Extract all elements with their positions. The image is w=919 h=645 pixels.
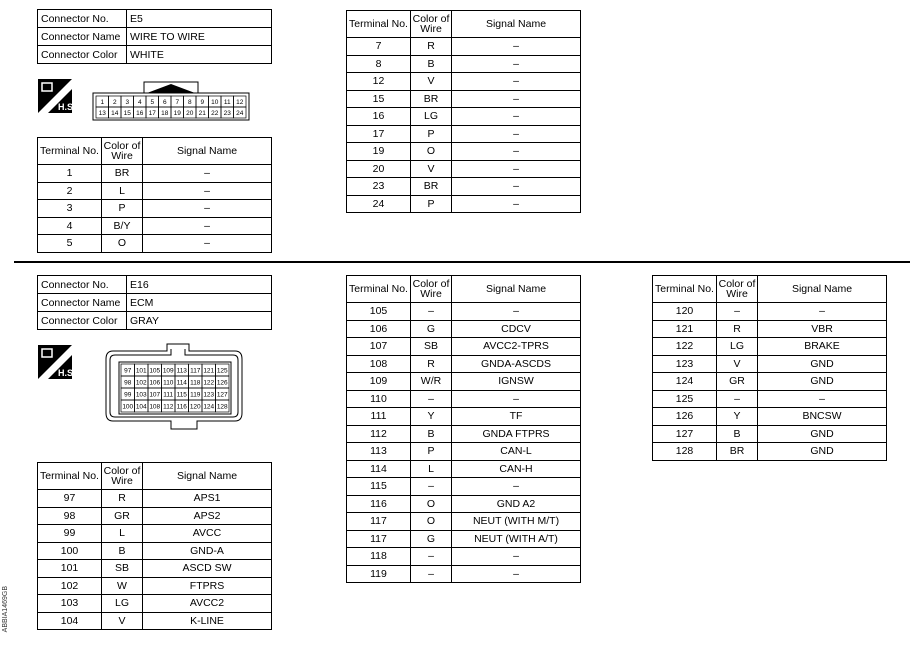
table-row [347,443,581,461]
pin-number: 10 [211,98,219,106]
signal-name-cell: – [452,178,581,196]
pin-number: 24 [236,109,244,117]
terminal-cell: 119 [347,565,411,583]
pin-number: 23 [223,109,231,117]
wire-color-cell: – [411,478,452,496]
wire-color-cell: W/R [411,373,452,391]
wire-color-cell: V [102,612,143,630]
terminal-cell: 117 [347,530,411,548]
pin-number: 15 [123,109,131,117]
pin-number: 105 [149,367,161,375]
table-row [347,390,581,408]
e5-terminal-table-2 [346,10,581,213]
terminal-cell: 109 [347,373,411,391]
table-row [347,373,581,391]
e5-connector-info [37,9,272,64]
signal-name-cell: GND [758,443,887,461]
terminal-cell: 20 [347,160,411,178]
table-row [347,425,581,443]
table-row [347,530,581,548]
pin-number: 120 [189,403,201,411]
terminal-cell: 99 [38,525,102,543]
table-row [347,478,581,496]
table-row [653,303,887,321]
wire-color-cell: L [102,182,143,200]
table-row [347,55,581,73]
pin-number: 19 [173,109,181,117]
wire-color-cell: R [102,490,143,508]
harness-side-icon [38,345,76,379]
pin-number: 119 [190,391,201,399]
terminal-cell: 101 [38,560,102,578]
terminal-cell: 111 [347,408,411,426]
pin-number: 109 [162,367,174,375]
terminal-cell: 107 [347,338,411,356]
table-row [38,490,272,508]
signal-name-cell: – [758,303,887,321]
terminal-cell: 123 [653,355,717,373]
signal-name-cell: GND [758,373,887,391]
table-row [38,612,272,630]
pin-number: 116 [176,403,187,411]
terminal-cell: 2 [38,182,102,200]
signal-name-cell: – [452,73,581,91]
table-row [38,507,272,525]
pin-number: 17 [148,109,156,117]
field-label: Connector Color [38,46,127,64]
wire-color-cell: V [717,355,758,373]
signal-name-cell: NEUT (WITH M/T) [452,513,581,531]
table-row [38,46,272,64]
pin-number: 3 [125,98,130,106]
table-row [38,312,272,330]
field-value: E16 [127,276,272,294]
pin-number: 103 [135,391,147,399]
pin-number: 126 [216,379,228,387]
pin-number: 124 [203,403,215,411]
pin-number: 21 [198,109,206,117]
terminal-cell: 16 [347,108,411,126]
table-row [653,373,887,391]
wire-color-cell: P [411,125,452,143]
table-row [653,338,887,356]
terminal-cell: 105 [347,303,411,321]
signal-name-cell: ASCD SW [143,560,272,578]
signal-name-cell: – [452,143,581,161]
pin-number: 117 [190,367,201,375]
wire-color-cell: B [411,425,452,443]
terminal-cell: 8 [347,55,411,73]
table-row [38,542,272,560]
pin-number: 9 [200,98,205,106]
pin-number: 102 [135,379,147,387]
field-value: E5 [127,10,272,28]
signal-header: Signal Name [758,276,887,303]
e5-terminal-table-1 [37,137,272,253]
terminal-cell: 120 [653,303,717,321]
wire-color-cell: L [411,460,452,478]
harness-side-icon [38,79,76,113]
wire-color-cell: P [411,195,452,213]
terminal-cell: 121 [653,320,717,338]
wire-color-cell: L [102,525,143,543]
signal-name-cell: – [452,125,581,143]
terminal-cell: 103 [38,595,102,613]
table-row [347,195,581,213]
terminal-cell: 108 [347,355,411,373]
terminal-cell: 117 [347,513,411,531]
pin-number: 112 [163,403,174,411]
signal-name-cell: GND [758,355,887,373]
pin-number: 18 [161,109,169,117]
signal-header: Signal Name [143,463,272,490]
e16-terminal-table-3 [652,275,887,461]
table-row [38,217,272,235]
terminal-cell: 125 [653,390,717,408]
pin-number: 121 [203,367,215,375]
pin-number: 113 [176,367,187,375]
signal-name-cell: GND-A [143,542,272,560]
field-label: Connector Name [38,28,127,46]
color-header: Color of Wire [717,276,758,303]
table-row [347,160,581,178]
wire-color-cell: B [717,425,758,443]
table-row [347,565,581,583]
pin-number: 100 [122,403,134,411]
wire-color-cell: – [717,390,758,408]
table-row [38,10,272,28]
wire-color-cell: BR [717,443,758,461]
wire-color-cell: P [411,443,452,461]
terminal-cell: 5 [38,235,102,253]
table-row [653,320,887,338]
signal-name-cell: NEUT (WITH A/T) [452,530,581,548]
signal-name-cell: – [452,160,581,178]
table-row [38,165,272,183]
terminal-cell: 122 [653,338,717,356]
signal-name-cell: – [143,200,272,218]
wire-color-cell: B/Y [102,217,143,235]
field-label: Connector Color [38,312,127,330]
terminal-cell: 104 [38,612,102,630]
table-row [38,560,272,578]
color-header: Color of Wire [411,11,452,38]
signal-header: Signal Name [452,276,581,303]
table-row [347,495,581,513]
pin-number: 128 [216,403,228,411]
wire-color-cell: B [102,542,143,560]
wire-color-cell: R [411,355,452,373]
signal-name-cell: – [143,235,272,253]
wire-color-cell: V [411,160,452,178]
signal-name-cell: TF [452,408,581,426]
pin-number: 8 [187,98,192,106]
table-row [38,294,272,312]
wire-color-cell: LG [411,108,452,126]
terminal-header: Terminal No. [38,138,102,165]
pin-number: 104 [135,403,147,411]
field-value: GRAY [127,312,272,330]
pin-number: 115 [176,391,187,399]
wire-color-cell: – [411,548,452,566]
pin-number: 111 [163,391,174,399]
terminal-cell: 115 [347,478,411,496]
wire-color-cell: SB [102,560,143,578]
terminal-cell: 102 [38,577,102,595]
signal-name-cell: GNDA-ASCDS [452,355,581,373]
signal-name-cell: – [452,565,581,583]
wire-color-cell: V [411,73,452,91]
signal-name-cell: – [452,195,581,213]
svg-text:H.S.: H.S. [58,368,76,378]
pin-number: 4 [137,98,142,106]
field-label: Connector No. [38,276,127,294]
wire-color-cell: O [411,513,452,531]
terminal-header: Terminal No. [38,463,102,490]
table-row [347,125,581,143]
terminal-header: Terminal No. [347,11,411,38]
table-row [38,525,272,543]
signal-name-cell: GNDA FTPRS [452,425,581,443]
terminal-cell: 23 [347,178,411,196]
table-row [38,182,272,200]
terminal-cell: 127 [653,425,717,443]
pin-number: 122 [203,379,215,387]
wire-color-cell: GR [102,507,143,525]
pin-number: 12 [236,98,244,106]
wire-color-cell: BR [411,90,452,108]
signal-name-cell: – [452,90,581,108]
signal-name-cell: – [452,55,581,73]
wire-color-cell: O [411,495,452,513]
pin-number: 11 [223,98,231,106]
field-value: ECM [127,294,272,312]
terminal-cell: 106 [347,320,411,338]
wire-color-cell: O [411,143,452,161]
terminal-cell: 113 [347,443,411,461]
signal-name-cell: K-LINE [143,612,272,630]
table-row [347,143,581,161]
terminal-header: Terminal No. [347,276,411,303]
table-row [653,390,887,408]
signal-name-cell: AVCC2 [143,595,272,613]
signal-name-cell: – [452,548,581,566]
wire-color-cell: Y [411,408,452,426]
pin-number: 13 [98,109,106,117]
terminal-cell: 19 [347,143,411,161]
table-row [347,90,581,108]
signal-name-cell: – [452,390,581,408]
color-header: Color of Wire [102,138,143,165]
terminal-cell: 17 [347,125,411,143]
pin-number: 118 [190,379,201,387]
wire-color-cell: LG [102,595,143,613]
terminal-cell: 24 [347,195,411,213]
table-row [38,235,272,253]
signal-name-cell: – [143,217,272,235]
pin-number: 123 [203,391,215,399]
wire-color-cell: – [411,565,452,583]
signal-name-cell: BRAKE [758,338,887,356]
terminal-cell: 15 [347,90,411,108]
terminal-cell: 1 [38,165,102,183]
table-row [347,548,581,566]
pin-number: 108 [149,403,161,411]
table-row [653,408,887,426]
signal-name-cell: – [452,303,581,321]
pin-number: 22 [211,109,219,117]
signal-name-cell: – [452,108,581,126]
signal-name-cell: APS2 [143,507,272,525]
wire-color-cell: O [102,235,143,253]
signal-name-cell: AVCC [143,525,272,543]
pin-number: 106 [149,379,161,387]
terminal-cell: 126 [653,408,717,426]
signal-name-cell: GND [758,425,887,443]
e16-terminal-table-2 [346,275,581,583]
wire-color-cell: R [717,320,758,338]
terminal-cell: 112 [347,425,411,443]
terminal-cell: 12 [347,73,411,91]
pin-number: 125 [216,367,228,375]
signal-name-cell: – [452,38,581,56]
table-row [38,28,272,46]
signal-name-cell: – [143,165,272,183]
e5-connector-face [92,81,250,121]
signal-header: Signal Name [143,138,272,165]
table-row [653,355,887,373]
svg-text:H.S.: H.S. [58,102,76,112]
table-row [347,178,581,196]
table-row [38,276,272,294]
color-header: Color of Wire [102,463,143,490]
wire-color-cell: P [102,200,143,218]
pin-number: 1 [100,98,105,106]
color-header: Color of Wire [411,276,452,303]
terminal-cell: 114 [347,460,411,478]
signal-name-cell: – [452,478,581,496]
signal-name-cell: FTPRS [143,577,272,595]
table-row [347,73,581,91]
table-row [347,320,581,338]
signal-name-cell: BNCSW [758,408,887,426]
figure-code: ABBIA1469GB [2,586,9,633]
table-row [347,355,581,373]
section-divider [14,261,910,263]
table-row [653,443,887,461]
signal-name-cell: CAN-L [452,443,581,461]
wire-color-cell: LG [717,338,758,356]
signal-name-cell: – [758,390,887,408]
signal-header: Signal Name [452,11,581,38]
wire-color-cell: B [411,55,452,73]
table-row [38,200,272,218]
wire-color-cell: GR [717,373,758,391]
terminal-cell: 98 [38,507,102,525]
table-row [38,577,272,595]
pin-number: 101 [135,367,147,375]
wire-color-cell: Y [717,408,758,426]
signal-name-cell: – [143,182,272,200]
terminal-header: Terminal No. [653,276,717,303]
wire-color-cell: G [411,530,452,548]
pin-number: 7 [175,98,180,106]
e16-terminal-table-1 [37,462,272,630]
terminal-cell: 124 [653,373,717,391]
terminal-cell: 116 [347,495,411,513]
table-row [347,108,581,126]
pin-number: 97 [124,367,132,375]
pin-number: 99 [124,391,132,399]
terminal-cell: 100 [38,542,102,560]
pin-number: 16 [136,109,144,117]
table-row [653,425,887,443]
table-row [347,338,581,356]
table-row [38,595,272,613]
table-row [347,303,581,321]
wire-color-cell: – [411,390,452,408]
e16-connector-face [105,343,243,431]
signal-name-cell: APS1 [143,490,272,508]
signal-name-cell: IGNSW [452,373,581,391]
signal-name-cell: VBR [758,320,887,338]
field-label: Connector Name [38,294,127,312]
wire-color-cell: – [411,303,452,321]
terminal-cell: 118 [347,548,411,566]
e16-connector-info [37,275,272,330]
wire-color-cell: SB [411,338,452,356]
field-value: WIRE TO WIRE [127,28,272,46]
wire-color-cell: BR [411,178,452,196]
terminal-cell: 3 [38,200,102,218]
table-row [347,513,581,531]
terminal-cell: 7 [347,38,411,56]
wire-color-cell: – [717,303,758,321]
pin-number: 6 [162,98,167,106]
wire-color-cell: W [102,577,143,595]
table-row [347,460,581,478]
terminal-cell: 110 [347,390,411,408]
signal-name-cell: AVCC2-TPRS [452,338,581,356]
pin-number: 127 [216,391,228,399]
pin-number: 98 [124,379,132,387]
wire-color-cell: G [411,320,452,338]
field-label: Connector No. [38,10,127,28]
pin-number: 107 [149,391,161,399]
wire-color-cell: BR [102,165,143,183]
pin-number: 114 [176,379,187,387]
table-row [347,408,581,426]
signal-name-cell: CDCV [452,320,581,338]
terminal-cell: 4 [38,217,102,235]
pin-number: 14 [111,109,119,117]
pin-number: 2 [112,98,117,106]
pin-number: 5 [150,98,155,106]
wire-color-cell: R [411,38,452,56]
field-value: WHITE [127,46,272,64]
terminal-cell: 97 [38,490,102,508]
pin-number: 20 [186,109,194,117]
pin-number: 110 [163,379,174,387]
signal-name-cell: CAN-H [452,460,581,478]
signal-name-cell: GND A2 [452,495,581,513]
table-row [347,38,581,56]
terminal-cell: 128 [653,443,717,461]
